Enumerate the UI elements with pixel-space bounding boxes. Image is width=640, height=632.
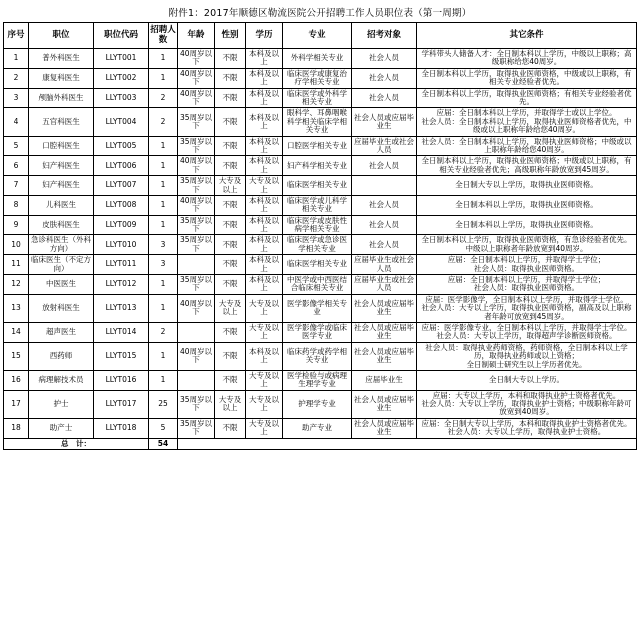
cell-other: 应届：大专以上学历，本科和取得执业护士资格者优先。 社会人员：大专以上学历，取得执业护士资格；中级职称年龄可放宽到40周岁。 [417, 390, 637, 418]
table-header-row [4, 23, 637, 49]
cell-edu: 大专及以上 [246, 370, 283, 390]
cell-count: 1 [149, 156, 178, 176]
cell-edu: 本科及以上 [246, 195, 283, 215]
cell-position: 妇产科医生 [29, 156, 94, 176]
cell-sex: 不限 [215, 235, 246, 255]
cell-major: 中医学或中西医结合临床相关专业 [283, 275, 352, 295]
cell-major: 临床医学相关专业 [283, 255, 352, 275]
cell-sex: 不限 [215, 370, 246, 390]
total-blank [178, 438, 637, 449]
cell-seq: 13 [4, 294, 29, 322]
cell-major: 助产专业 [283, 418, 352, 438]
job-positions-table [3, 22, 637, 450]
cell-edu: 大专及以上 [246, 418, 283, 438]
cell-edu: 大专及以上 [246, 322, 283, 342]
cell-age: 40周岁以下 [178, 294, 215, 322]
total-value: 54 [149, 438, 178, 449]
cell-code: LLYT003 [94, 88, 149, 108]
cell-code: LLYT018 [94, 418, 149, 438]
table-row [4, 156, 637, 176]
cell-count: 5 [149, 418, 178, 438]
cell-seq: 5 [4, 136, 29, 156]
cell-age: 40周岁以下 [178, 342, 215, 370]
cell-other: 应届：全日制本科以上学历，并取得学士或以上学位。 社会人员：全日制本科以上学历，取得执业医师资格者优先，中级或以上职称年龄给您40周岁。 [417, 108, 637, 136]
header-edu: 学历 [246, 23, 283, 49]
cell-target: 应届毕业生或社会人员 [352, 255, 417, 275]
cell-target: 社会人员或应届毕业生 [352, 108, 417, 136]
page-title: 附件1：2017年顺德区勒流医院公开招聘工作人员职位表（第一周期） [168, 8, 472, 19]
cell-major: 临床医学或外科学相关专业 [283, 88, 352, 108]
table-row [4, 215, 637, 235]
cell-target: 社会人员 [352, 156, 417, 176]
header-sex: 性别 [215, 23, 246, 49]
cell-target: 应届毕业生或社会人员 [352, 136, 417, 156]
table-row [4, 390, 637, 418]
cell-other: 社会人员：取得执业药师资格，药师资格，全日制本科以上学历，取得执业药师或以上资格； 全日制硕士研究生以上学历者优先。 [417, 342, 637, 370]
table-row [4, 235, 637, 255]
cell-sex: 不限 [215, 88, 246, 108]
cell-other: 社会人员：全日制本科以上学历，取得执业医师资格；中级或以上职称年龄给您40周岁。 [417, 136, 637, 156]
cell-edu: 本科及以上 [246, 255, 283, 275]
cell-major: 临床医学或儿科学相关专业 [283, 195, 352, 215]
cell-edu: 大专及以上 [246, 176, 283, 196]
cell-code: LLYT004 [94, 108, 149, 136]
cell-position: 普外科医生 [29, 49, 94, 69]
cell-code: LLYT013 [94, 294, 149, 322]
table-row [4, 49, 637, 69]
cell-position: 康复科医生 [29, 68, 94, 88]
cell-sex: 不限 [215, 418, 246, 438]
cell-major: 医学影像学或临床医学专业 [283, 322, 352, 342]
cell-age: 35周岁以下 [178, 176, 215, 196]
cell-seq: 3 [4, 88, 29, 108]
cell-code: LLYT009 [94, 215, 149, 235]
cell-count: 1 [149, 176, 178, 196]
cell-seq: 18 [4, 418, 29, 438]
cell-code: LLYT001 [94, 49, 149, 69]
cell-target: 应届毕业生或社会人员 [352, 275, 417, 295]
cell-age: 35周岁以下 [178, 215, 215, 235]
table-row [4, 136, 637, 156]
cell-position: 放射科医生 [29, 294, 94, 322]
cell-other: 应届：全日制本科以上学历，并取得学士学位； 社会人员：取得执业医师资格。 [417, 275, 637, 295]
table-row [4, 255, 637, 275]
cell-position: 颅脑外科医生 [29, 88, 94, 108]
cell-edu: 本科及以上 [246, 68, 283, 88]
cell-other: 全日制本科以上学历，取得执业医师资格，有急诊经验者优先。中级以上职称者年龄放宽到40周岁。 [417, 235, 637, 255]
cell-position: 病理解技术员 [29, 370, 94, 390]
cell-major: 医学影像学相关专业 [283, 294, 352, 322]
cell-count: 1 [149, 195, 178, 215]
cell-sex: 大专及以上 [215, 390, 246, 418]
cell-count: 25 [149, 390, 178, 418]
cell-other: 全日制本科以上学历，取得执业医师资格。 [417, 215, 637, 235]
cell-other: 应届：医学影像专业，全日制本科以上学历，并取得学士学位。 社会人员：大专以上学历，取得超声学诊断医师资格。 [417, 322, 637, 342]
table-row [4, 108, 637, 136]
cell-age [178, 370, 215, 390]
cell-seq: 15 [4, 342, 29, 370]
cell-seq: 4 [4, 108, 29, 136]
cell-target: 社会人员 [352, 49, 417, 69]
cell-age: 40周岁以下 [178, 68, 215, 88]
cell-seq: 6 [4, 156, 29, 176]
cell-count: 1 [149, 215, 178, 235]
cell-position: 儿科医生 [29, 195, 94, 215]
cell-sex: 不限 [215, 195, 246, 215]
cell-edu: 本科及以上 [246, 342, 283, 370]
cell-major: 临床药学或药学相关专业 [283, 342, 352, 370]
cell-target: 社会人员或应届毕业生 [352, 390, 417, 418]
cell-age: 35周岁以下 [178, 235, 215, 255]
cell-sex: 不限 [215, 255, 246, 275]
cell-sex: 大专及以上 [215, 176, 246, 196]
header-target: 招考对象 [352, 23, 417, 49]
cell-count: 3 [149, 235, 178, 255]
table-row [4, 322, 637, 342]
table-row [4, 195, 637, 215]
cell-count: 2 [149, 108, 178, 136]
cell-sex: 不限 [215, 136, 246, 156]
cell-target: 社会人员或应届毕业生 [352, 342, 417, 370]
cell-edu: 本科及以上 [246, 88, 283, 108]
cell-seq: 8 [4, 195, 29, 215]
cell-code: LLYT005 [94, 136, 149, 156]
cell-seq: 9 [4, 215, 29, 235]
cell-code: LLYT008 [94, 195, 149, 215]
cell-count: 1 [149, 275, 178, 295]
cell-edu: 大专及以上 [246, 390, 283, 418]
cell-seq: 17 [4, 390, 29, 418]
cell-count: 1 [149, 370, 178, 390]
cell-code: LLYT006 [94, 156, 149, 176]
cell-target: 社会人员 [352, 195, 417, 215]
cell-age: 40周岁以下 [178, 156, 215, 176]
cell-sex: 不限 [215, 49, 246, 69]
cell-other: 全日制本科以上学历，取得执业医师资格。 [417, 195, 637, 215]
cell-age: 40周岁以下 [178, 49, 215, 69]
cell-count: 2 [149, 322, 178, 342]
cell-edu: 本科及以上 [246, 235, 283, 255]
cell-position: 临床医生（不定方向） [29, 255, 94, 275]
cell-code: LLYT002 [94, 68, 149, 88]
cell-target: 社会人员或应届毕业生 [352, 322, 417, 342]
cell-other: 全日制大专以上学历。 [417, 370, 637, 390]
cell-target: 社会人员 [352, 235, 417, 255]
table-row [4, 275, 637, 295]
table-total-row [4, 438, 637, 449]
header-seq: 序号 [4, 23, 29, 49]
cell-count: 1 [149, 68, 178, 88]
cell-other: 学科带头人储备人才：全日制本科以上学历，中级以上职称；高级职称给您40周岁。 [417, 49, 637, 69]
cell-other: 全日制本科以上学历，取得执业医师资格，中级或以上职称，有相关专业经验者优先。 [417, 68, 637, 88]
cell-target: 社会人员或应届毕业生 [352, 418, 417, 438]
cell-target [352, 176, 417, 196]
cell-code: LLYT012 [94, 275, 149, 295]
cell-major: 临床医学或急诊医学相关专业 [283, 235, 352, 255]
cell-major: 妇产科学相关专业 [283, 156, 352, 176]
cell-target: 社会人员或应届毕业生 [352, 294, 417, 322]
cell-position: 西药师 [29, 342, 94, 370]
cell-count: 3 [149, 255, 178, 275]
table-row [4, 176, 637, 196]
cell-other: 应届：医学影像学，全日制本科以上学历，并取得学士学位。 社会人员：大专以上学历，取得执业医师资格，副高及以上职称者年龄可放宽到45周岁。 [417, 294, 637, 322]
cell-age: 40周岁以下 [178, 195, 215, 215]
cell-major: 临床医学或皮肤性病学相关专业 [283, 215, 352, 235]
cell-target: 应届毕业生 [352, 370, 417, 390]
cell-position: 超声医生 [29, 322, 94, 342]
cell-seq: 12 [4, 275, 29, 295]
cell-position: 助产士 [29, 418, 94, 438]
table-row [4, 418, 637, 438]
cell-other: 全日制本科以上学历，取得执业医师资格；有相关专业经验者优先。 [417, 88, 637, 108]
cell-age: 35周岁以下 [178, 418, 215, 438]
cell-other: 全日制本科以上学历，取得执业医师资格；中级或以上职称，有相关专业经验者优先；高级职称年龄放宽到45周岁。 [417, 156, 637, 176]
cell-count: 1 [149, 136, 178, 156]
cell-other: 全日制大专以上学历，取得执业医师资格。 [417, 176, 637, 196]
cell-code: LLYT014 [94, 322, 149, 342]
cell-target: 社会人员 [352, 68, 417, 88]
cell-edu: 本科及以上 [246, 136, 283, 156]
table-body [4, 49, 637, 450]
cell-age [178, 322, 215, 342]
cell-edu: 本科及以上 [246, 108, 283, 136]
cell-code: LLYT015 [94, 342, 149, 370]
cell-sex: 大专及以上 [215, 294, 246, 322]
cell-age: 40周岁以下 [178, 88, 215, 108]
cell-sex: 不限 [215, 68, 246, 88]
cell-seq: 2 [4, 68, 29, 88]
table-row [4, 88, 637, 108]
cell-code: LLYT016 [94, 370, 149, 390]
cell-other: 应届：全日制本科以上学历，并取得学士学位； 社会人员：取得执业医师资格。 [417, 255, 637, 275]
cell-sex: 不限 [215, 275, 246, 295]
cell-edu: 本科及以上 [246, 215, 283, 235]
cell-other: 应届：全日制大专以上学历，本科和取得执业护士资格者优先。 社会人员：大专以上学历，取得执业护士资格。 [417, 418, 637, 438]
cell-age [178, 255, 215, 275]
cell-edu: 本科及以上 [246, 275, 283, 295]
cell-age: 35周岁以下 [178, 390, 215, 418]
cell-target: 社会人员 [352, 88, 417, 108]
header-count: 招聘人数 [149, 23, 178, 49]
cell-position: 妇产科医生 [29, 176, 94, 196]
cell-seq: 10 [4, 235, 29, 255]
total-label: 总 计： [4, 438, 149, 449]
cell-seq: 14 [4, 322, 29, 342]
cell-code: LLYT017 [94, 390, 149, 418]
cell-code: LLYT011 [94, 255, 149, 275]
cell-code: LLYT010 [94, 235, 149, 255]
cell-position: 护士 [29, 390, 94, 418]
cell-major: 外科学相关专业 [283, 49, 352, 69]
cell-count: 1 [149, 49, 178, 69]
table-row [4, 342, 637, 370]
cell-count: 2 [149, 88, 178, 108]
cell-seq: 11 [4, 255, 29, 275]
cell-seq: 16 [4, 370, 29, 390]
table-row [4, 68, 637, 88]
cell-position: 急诊科医生（外科方向） [29, 235, 94, 255]
header-code: 职位代码 [94, 23, 149, 49]
table-row [4, 370, 637, 390]
cell-target: 社会人员 [352, 215, 417, 235]
cell-edu: 本科及以上 [246, 49, 283, 69]
cell-code: LLYT007 [94, 176, 149, 196]
cell-seq: 7 [4, 176, 29, 196]
cell-sex: 不限 [215, 108, 246, 136]
cell-major: 护理学专业 [283, 390, 352, 418]
cell-sex: 不限 [215, 342, 246, 370]
cell-sex: 不限 [215, 156, 246, 176]
cell-age: 35周岁以下 [178, 136, 215, 156]
header-other: 其它条件 [417, 23, 637, 49]
cell-edu: 大专及以上 [246, 294, 283, 322]
header-major: 专业 [283, 23, 352, 49]
cell-position: 皮肤科医生 [29, 215, 94, 235]
cell-position: 口腔科医生 [29, 136, 94, 156]
cell-count: 1 [149, 342, 178, 370]
header-age: 年龄 [178, 23, 215, 49]
cell-major: 临床医学相关专业 [283, 176, 352, 196]
cell-age: 35周岁以下 [178, 275, 215, 295]
cell-position: 五官科医生 [29, 108, 94, 136]
cell-sex: 不限 [215, 322, 246, 342]
cell-seq: 1 [4, 49, 29, 69]
header-position: 职位 [29, 23, 94, 49]
cell-major: 临床医学或康复治疗学相关专业 [283, 68, 352, 88]
cell-major: 口腔医学相关专业 [283, 136, 352, 156]
cell-edu: 本科及以上 [246, 156, 283, 176]
cell-count: 1 [149, 294, 178, 322]
table-row [4, 294, 637, 322]
cell-position: 中医医生 [29, 275, 94, 295]
cell-sex: 不限 [215, 215, 246, 235]
cell-age: 35周岁以下 [178, 108, 215, 136]
cell-major: 眼科学、耳鼻咽喉科学相关临床学相关专业 [283, 108, 352, 136]
cell-major: 医学检验与或病理生理学专业 [283, 370, 352, 390]
